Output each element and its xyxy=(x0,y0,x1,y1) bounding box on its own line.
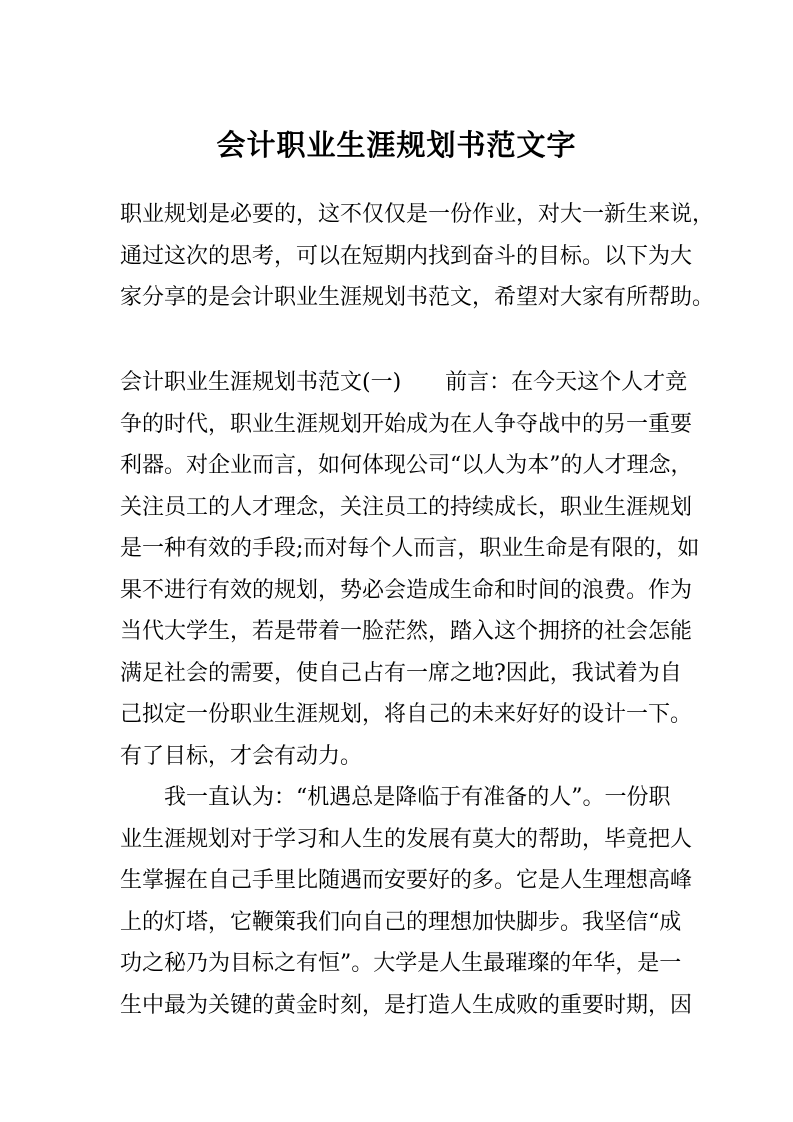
intro-paragraph xyxy=(120,194,715,319)
text-line: 我一直认为：“机遇总是降临于有准备的人”。一份职 xyxy=(164,785,671,810)
text-line: 当代大学生，若是带着一脸茫然，踏入这个拥挤的社会怎能 xyxy=(120,619,693,644)
text-line: 利器。对企业而言，如何体现公司“以人为本”的人才理念， xyxy=(120,453,693,478)
section-heading: 会计职业生涯规划书范文(一) xyxy=(120,370,402,395)
text-line: 有了目标，才会有动力。 xyxy=(120,743,363,769)
text-line: 生中最为关键的黄金时刻，是打造人生成败的重要时期，因 xyxy=(120,992,693,1018)
text-line: 通过这次的思考，可以在短期内找到奋斗的目标。以下为大 xyxy=(120,243,693,269)
document-title: 会计职业生涯规划书范文字 xyxy=(216,128,577,162)
text-line: 功之秘乃为目标之有恒”。大学是人生最璀璨的年华，是一 xyxy=(120,951,682,976)
text-line: 争的时代，职业生涯规划开始成为在人争夺战中的另一重要 xyxy=(120,411,693,437)
text-line: 是一种有效的手段;而对每个人而言，职业生命是有限的，如 xyxy=(120,536,700,561)
preface-start: 前言：在今天这个人才竞 xyxy=(445,370,688,395)
text-line: 果不进行有效的规划，势必会造成生命和时间的浪费。作为 xyxy=(120,577,693,603)
section-one xyxy=(120,362,700,1026)
section-first-line xyxy=(120,362,688,404)
text-line: 己拟定一份职业生涯规划，将自己的未来好好的设计一下。 xyxy=(120,702,693,727)
text-line: 生掌握在自己手里比随遇而安要好的多。它是人生理想高峰 xyxy=(120,868,693,893)
text-line: 关注员工的人才理念，关注员工的持续成长，职业生涯规划 xyxy=(120,494,693,520)
text-line: 上的灯塔，它鞭策我们向自己的理想加快脚步。我坚信“成 xyxy=(120,909,682,935)
text-line: 满足社会的需要，使自己占有一席之地?因此，我试着为自 xyxy=(120,660,682,686)
text-line: 家分享的是会计职业生涯规划书范文，希望对大家有所帮助。 xyxy=(120,285,715,310)
text-line: 职业规划是必要的，这不仅仅是一份作业，对大一新生来说， xyxy=(120,202,715,227)
text-line: 业生涯规划对于学习和人生的发展有莫大的帮助，毕竟把人 xyxy=(120,826,693,852)
